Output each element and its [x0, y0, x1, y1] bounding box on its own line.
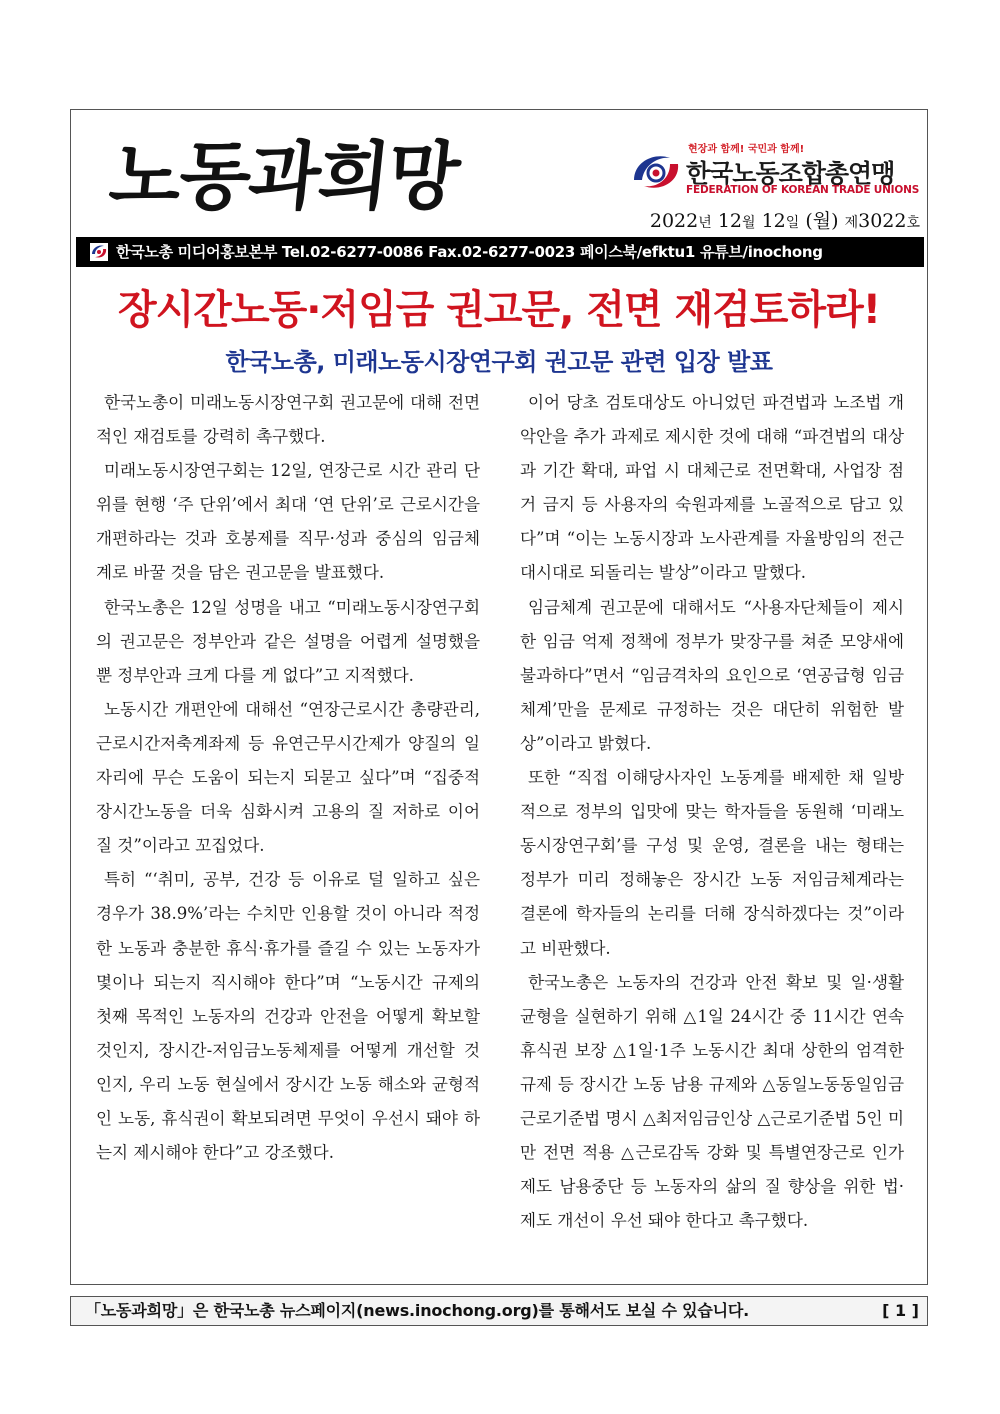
headline: 장시간노동·저임금 권고문, 전면 재검토하라! [118, 287, 880, 333]
date-month: 12 [717, 210, 742, 232]
paragraph: 한국노총은 노동자의 건강과 안전 확보 및 일·생활 균형을 실현하기 위해 △1일 24시간 중 11시간 연속휴식권 보장 △1일·1주 노동시간 최대 상한의 엄격한 규제 등 장시간 노동 남용 규제와 △동일노동동일임금 근로기준법 명시 △최저임금인상 △근로기준법 5인 미만 전면 적용 △근로감독 강화 및 특별연장근로 인가제도 남용중단 등 노동자의 삶의 질 향상을 위한 법·제도 개선이 우선 돼야 한다고 촉구했다. [520, 972, 904, 1231]
subheadline: 한국노총, 미래노동시장연구회 권고문 관련 입장 발표 [225, 348, 773, 376]
paragraph: 특히 “‘취미, 공부, 건강 등 이유로 덜 일하고 싶은 경우가 38.9%’라는 수치만 인용할 것이 아니라 적정한 노동과 충분한 휴식·휴가를 즐길 수 있는 노동자가 몇이나 되는지 직시해야 한다”며 “노동시간 규제의 첫째 목적인 노동자의 건강과 안전을 어떻게 확보할 것인지, 장시간-저임금노동체제를 어떻게 개선할 것인지, 우리 노동 현실에서 장시간 노동 해소와 균형적인 노동, 휴식권이 확보되려면 무엇이 우선시 돼야 하는지 제시해야 한다”고 강조했다. [96, 870, 480, 1163]
footer-text: 「노동과희망」은 한국노총 뉴스페이지(news.inochong.org)를 통해서도 보실 수 있습니다. [85, 1301, 750, 1320]
org-english-name: FEDERATION OF KOREAN TRADE UNIONS [686, 184, 920, 196]
paragraph: 임금체계 권고문에 대해서도 “사용자단체들이 제시한 임금 억제 정책에 정부가 맞장구를 쳐준 모양새에 불과하다”면서 “임금격차의 요인으로 ‘연공급형 임금체계’만을 문제로 규정하는 것은 대단히 위험한 발상”이라고 밝혔다. [520, 597, 904, 753]
left-column [96, 386, 480, 1170]
paragraph: 노동시간 개편안에 대해선 “연장근로시간 총량관리, 근로시간저축계좌제 등 유연근무시간제가 양질의 일자리에 무슨 도움이 되는지 되묻고 싶다”며 “집중적 장시간노동을 더욱 심화시켜 고용의 질 저하로 이어질 것”이라고 꼬집었다. [96, 699, 480, 856]
org-block [630, 140, 920, 200]
contact-info: 한국노총 미디어홍보본부 Tel.02-6277-0086 Fax.02-6277-0023 페이스북/efktu1 유튜브/inochong [116, 243, 823, 261]
paragraph: 또한 “직접 이해당사자인 노동계를 배제한 채 일방적으로 정부의 입맛에 맞는 학자들을 동원해 ‘미래노동시장연구회’를 구성 및 운영, 결론을 내는 형태는 정부가 미리 정해놓은 장시간 노동 저임금체계라는 결론에 학자들의 논리를 더해 장식하겠다는 것”이라고 비판했다. [520, 768, 904, 958]
issue-number: 3022 [858, 210, 907, 232]
paragraph: 한국노총이 미래노동시장연구회 권고문에 대해 전면적인 재검토를 강력히 촉구했다. [96, 393, 480, 447]
date-day-unit: 일 [785, 215, 800, 231]
org-name: 한국노동조합총연맹 [686, 159, 895, 188]
page-number: [ 1 ] [882, 1301, 919, 1320]
right-column [520, 386, 904, 1238]
issue-prefix: 제 [844, 215, 859, 231]
date-year-unit: 년 [698, 215, 712, 231]
org-tagline: 현장과 함께! 국민과 함께! [688, 144, 805, 155]
date-day: 12 [761, 210, 786, 232]
date-month-unit: 월 [742, 215, 756, 231]
date-year: 2022 [649, 210, 699, 232]
paragraph: 이어 당초 검토대상도 아니었던 파견법과 노조법 개악안을 추가 과제로 제시한 것에 대해 “파견법의 대상과 기간 확대, 파업 시 대체근로 전면확대, 사업장 점거 금지 등 사용자의 숙원과제를 노골적으로 담고 있다”며 “이는 노동시장과 노사관계를 자율방임의 전근대시대로 되돌리는 발상”이라고 말했다. [520, 393, 904, 583]
issue-suffix: 호 [906, 215, 920, 231]
contact-bar [76, 237, 924, 267]
date-weekday: (월) [805, 210, 839, 232]
paragraph: 미래노동시장연구회는 12일, 연장근로 시간 관리 단위를 현행 ‘주 단위’에서 최대 ‘연 단위’로 근로시간을 개편하라는 것과 호봉제를 직무·성과 중심의 임금체계로 바꿀 것을 담은 권고문을 발표했다. [96, 461, 480, 583]
fktu-small-logo-icon [90, 243, 108, 261]
fktu-logo-icon [630, 150, 682, 194]
footer [70, 1296, 928, 1326]
masthead [105, 122, 490, 232]
masthead-title: 노동과희망 [105, 134, 462, 220]
paragraph: 한국노총은 12일 성명을 내고 “미래노동시장연구회의 권고문은 정부안과 같은 설명을 어렵게 설명했을 뿐 정부안과 크게 다를 게 없다”고 지적했다. [96, 597, 480, 685]
dateline [650, 206, 920, 233]
